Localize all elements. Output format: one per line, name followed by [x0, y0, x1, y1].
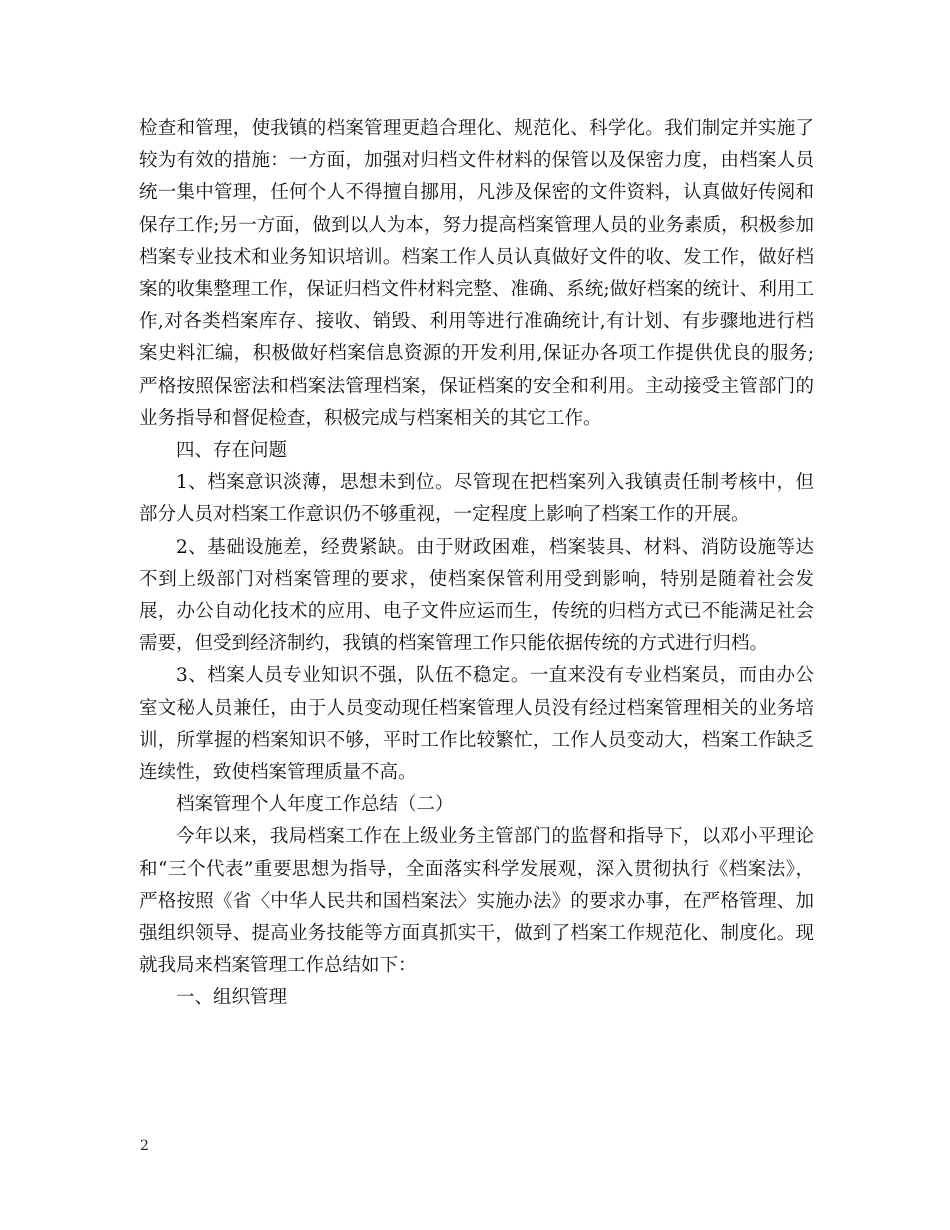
- section-title-summary-two: 档案管理个人年度工作总结（二）: [176, 794, 454, 816]
- paragraph-problem-3: 3、档案人员专业知识不强，队伍不稳定。一直来没有专业档案员，而由办公室文秘人员兼任，由于人员变动现任档案管理人员没有经过档案管理相关的业务培训，所掌握的档案知识不够，平时工作比较繁忙，工作人员变动大，档案工作缺乏连续性，致使档案管理质量不高。: [139, 665, 814, 784]
- paragraph-problem-1: 1、档案意识淡薄，思想未到位。尽管现在把档案列入我镇责任制考核中，但部分人员对档案工作意识仍不够重视，一定程度上影响了档案工作的开展。: [139, 472, 814, 526]
- paragraph-archive-management: 检查和管理，使我镇的档案管理更趋合理化、规范化、科学化。我们制定并实施了较为有效的措施：一方面，加强对归档文件材料的保管以及保密力度，由档案人员统一集中管理，任何个人不得擅自挪用，凡涉及保密的文件资料，认真做好传阅和保存工作;另一方面，做到以人为本，努力提高档案管理人员的业务素质，积极参加档案专业技术和业务知识培训。档案工作人员认真做好文件的收、发工作，做好档案的收集整理工作，保证归档文件材料完整、准确、系统;做好档案的统计、利用工作,对各类档案库存、接收、销毁、利用等进行准确统计,有计划、有步骤地进行档案史料汇编，积极做好档案信息资源的开发利用,保证办各项工作提供优良的服务;严格按照保密法和档案法管理档案，保证档案的安全和利用。主动接受主管部门的业务指导和督促检查，积极完成与档案相关的其它工作。: [139, 118, 814, 429]
- paragraph-problem-2: 2、基础设施差，经费紧缺。由于财政困难，档案装具、材料、消防设施等达不到上级部门对档案管理的要求，使档案保管利用受到影响，特别是随着社会发展，办公自动化技术的应用、电子文件应运而生，传统的归档方式已不能满足社会需要，但受到经济制约，我镇的档案管理工作只能依据传统的方式进行归档。: [139, 536, 814, 655]
- document-body: [139, 113, 814, 1015]
- page-number: 2: [140, 1138, 149, 1154]
- paragraph-summary-intro: 今年以来，我局档案工作在上级业务主管部门的监督和指导下，以邓小平理论和“三个代表”重要思想为指导，全面落实科学发展观，深入贯彻执行《档案法》，严格按照《省〈中华人民共和国档案法〉实施办法》的要求办事，在严格管理、加强组织领导、提高业务技能等方面真抓实干，做到了档案工作规范化、制度化。现就我局来档案管理工作总结如下：: [139, 826, 814, 977]
- section-heading-existing-problems: 四、存在问题: [176, 440, 288, 462]
- section-heading-organization-management: 一、组织管理: [176, 987, 288, 1009]
